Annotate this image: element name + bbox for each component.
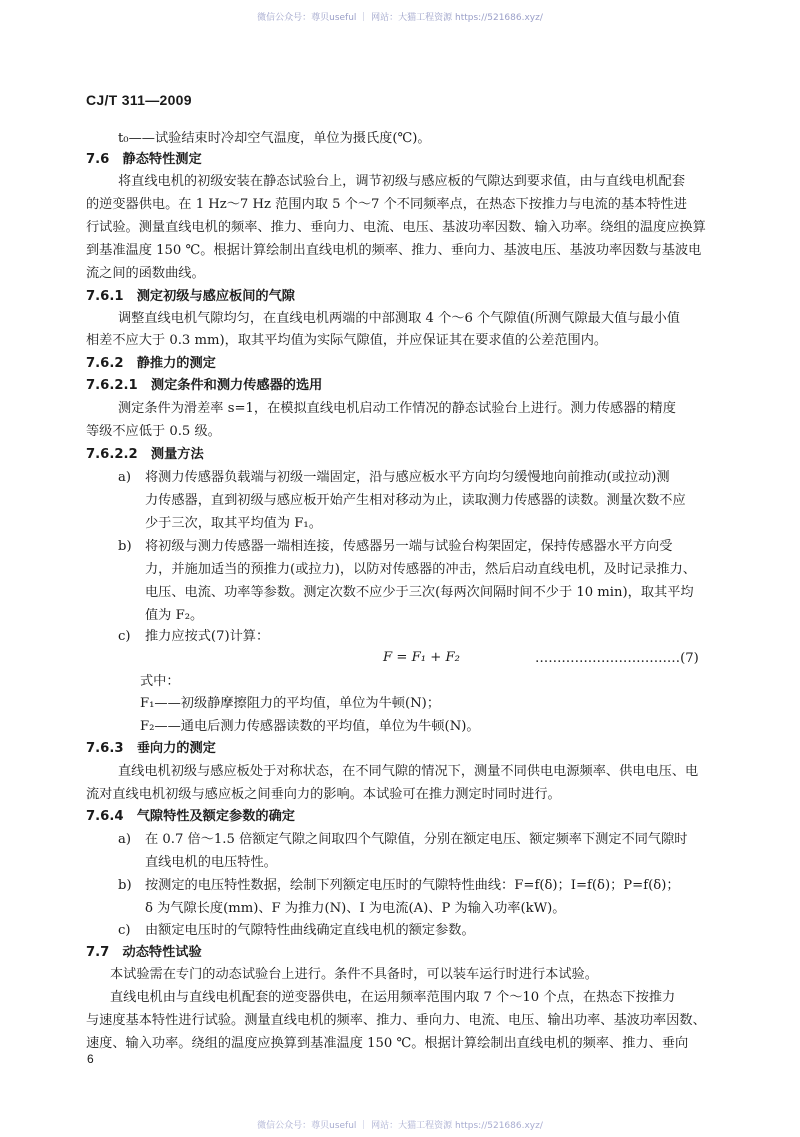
list-item-text: 将测力传感器负载端与初级一端固定，沿与感应板水平方向均匀缓慢地向前推动(或拉动)测 xyxy=(145,470,670,485)
list-marker: a) xyxy=(118,832,132,847)
list-marker: c) xyxy=(118,629,131,644)
text-line: 直线电机由与直线电机配套的逆变器供电，在运用频率范围内取 7 个～10 个点，在热态下按推力 xyxy=(110,990,676,1005)
text-line: 本试验需在专门的动态试验台上进行。条件不具备时，可以装车运行时进行本试验。 xyxy=(110,967,598,982)
list-item-text: 将初级与测力传感器一端相连接，传感器另一端与试验台构架固定，保持传感器水平方向受 xyxy=(145,539,673,554)
text-line: 直线电机初级与感应板处于对称状态，在不同气隙的情况下，测量不同供电电源频率、供电电压、电 xyxy=(118,764,699,779)
standard-code-header: CJ/T 311—2009 xyxy=(86,92,192,108)
list-marker: a) xyxy=(118,470,132,485)
page-number: 6 xyxy=(87,1052,94,1066)
section-heading-7-6-3: 7.6.3 垂向力的测定 xyxy=(86,741,216,756)
text-line: 速度、输入功率。绕组的温度应换算到基准温度 150 ℃。根据计算绘制出直线电机的频率、推力、垂向 xyxy=(86,1036,689,1051)
variable-definition: F₂——通电后测力传感器读数的平均值，单位为牛顿(N)。 xyxy=(140,719,480,734)
list-item-text: 电压、电流、功率等参数。测定次数不应少于三次(每两次间隔时间不少于 10 min)，取其平均 xyxy=(145,585,694,600)
list-marker: b) xyxy=(118,878,132,893)
text-line: 行试验。测量直线电机的频率、推力、垂向力、电流、电压、基波功率因数、输入功率。绕组的温度应换算 xyxy=(86,220,706,235)
list-item-text: 力，并施加适当的预推力(或拉力)，以防对传感器的冲击，然后启动直线电机，及时记录推力、 xyxy=(145,562,696,577)
list-marker: c) xyxy=(118,923,131,938)
list-item-text: 少于三次，取其平均值为 F₁。 xyxy=(145,516,322,531)
list-item-text: 在 0.7 倍～1.5 倍额定气隙之间取四个气隙值，分别在额定电压、额定频率下测定不同气隙时 xyxy=(145,832,688,847)
list-item-text: 由额定电压时的气隙特性曲线确定直线电机的额定参数。 xyxy=(145,923,475,938)
section-heading-7-6-2-2: 7.6.2.2 测量方法 xyxy=(86,447,204,462)
section-heading-7-6-2: 7.6.2 静推力的测定 xyxy=(86,356,216,371)
text-line: 与速度基本特性进行试验。测量直线电机的频率、推力、垂向力、电流、电压、输出功率、基波功率因数、 xyxy=(86,1013,706,1028)
text-line: 等级不应低于 0.5 级。 xyxy=(86,424,221,439)
section-heading-7-6-2-1: 7.6.2.1 测定条件和测力传感器的选用 xyxy=(86,378,323,393)
text-line: 的逆变器供电。在 1 Hz～7 Hz 范围内取 5 个～7 个不同频率点，在热态下按推力与电流的基本特性进 xyxy=(86,197,687,212)
watermark-bottom: 微信公众号：尊贝useful ｜ 网站：大猫工程资源 https://521686.xyz/ xyxy=(257,1121,543,1131)
text-line: t₀——试验结束时冷却空气温度，单位为摄氏度(℃)。 xyxy=(118,131,431,146)
list-item-text: 力传感器，直到初级与感应板开始产生相对移动为止，读取测力传感器的读数。测量次数不应 xyxy=(145,493,686,508)
section-heading-7-7: 7.7 动态特性试验 xyxy=(86,945,202,960)
list-item-text: δ 为气隙长度(mm)、F 为推力(N)、I 为电流(A)、P 为输入功率(kW)。 xyxy=(145,901,566,916)
text-line: 将直线电机的初级安装在静态试验台上，调节初级与感应板的气隙达到要求值，由与直线电机配套 xyxy=(118,174,686,189)
list-item-text: 值为 F₂。 xyxy=(145,608,204,623)
section-heading-7-6: 7.6 静态特性测定 xyxy=(86,152,202,167)
section-heading-7-6-1: 7.6.1 测定初级与感应板间的气隙 xyxy=(86,289,295,304)
watermark-top: 微信公众号：尊贝useful ｜ 网站：大猫工程资源 https://521686.xyz/ xyxy=(257,13,543,23)
section-heading-7-6-4: 7.6.4 气隙特性及额定参数的确定 xyxy=(86,809,295,824)
text-line: 到基准温度 150 ℃。根据计算绘制出直线电机的频率、推力、垂向力、基波电压、基波功率因数与基波电 xyxy=(86,243,702,258)
text-line: 式中： xyxy=(140,674,180,689)
formula-7: F = F₁ + F₂ xyxy=(383,650,460,665)
text-line: 测定条件为滑差率 s=1，在模拟直线电机启动工作情况的静态试验台上进行。测力传感器的精度 xyxy=(118,401,676,416)
list-marker: b) xyxy=(118,539,132,554)
formula-number: ……………………………(7) xyxy=(535,651,699,666)
list-item-text: 按测定的电压特性数据，绘制下列额定电压时的气隙特性曲线：F=f(δ)；I=f(δ)；P=f(δ)； xyxy=(145,878,680,893)
text-line: 流对直线电机初级与感应板之间垂向力的影响。本试验可在推力测定时同时进行。 xyxy=(86,787,561,802)
variable-definition: F₁——初级静摩擦阻力的平均值，单位为牛顿(N)； xyxy=(140,696,441,711)
list-item-text: 推力应按式(7)计算： xyxy=(145,629,270,644)
text-line: 相差不应大于 0.3 mm)，取其平均值为实际气隙值，并应保证其在要求值的公差范围内。 xyxy=(86,333,608,348)
list-item-text: 直线电机的电压特性。 xyxy=(145,855,277,870)
text-line: 流之间的函数曲线。 xyxy=(86,266,205,281)
text-line: 调整直线电机气隙均匀，在直线电机两端的中部测取 4 个～6 个气隙值(所测气隙最大值与最小值 xyxy=(118,311,680,326)
